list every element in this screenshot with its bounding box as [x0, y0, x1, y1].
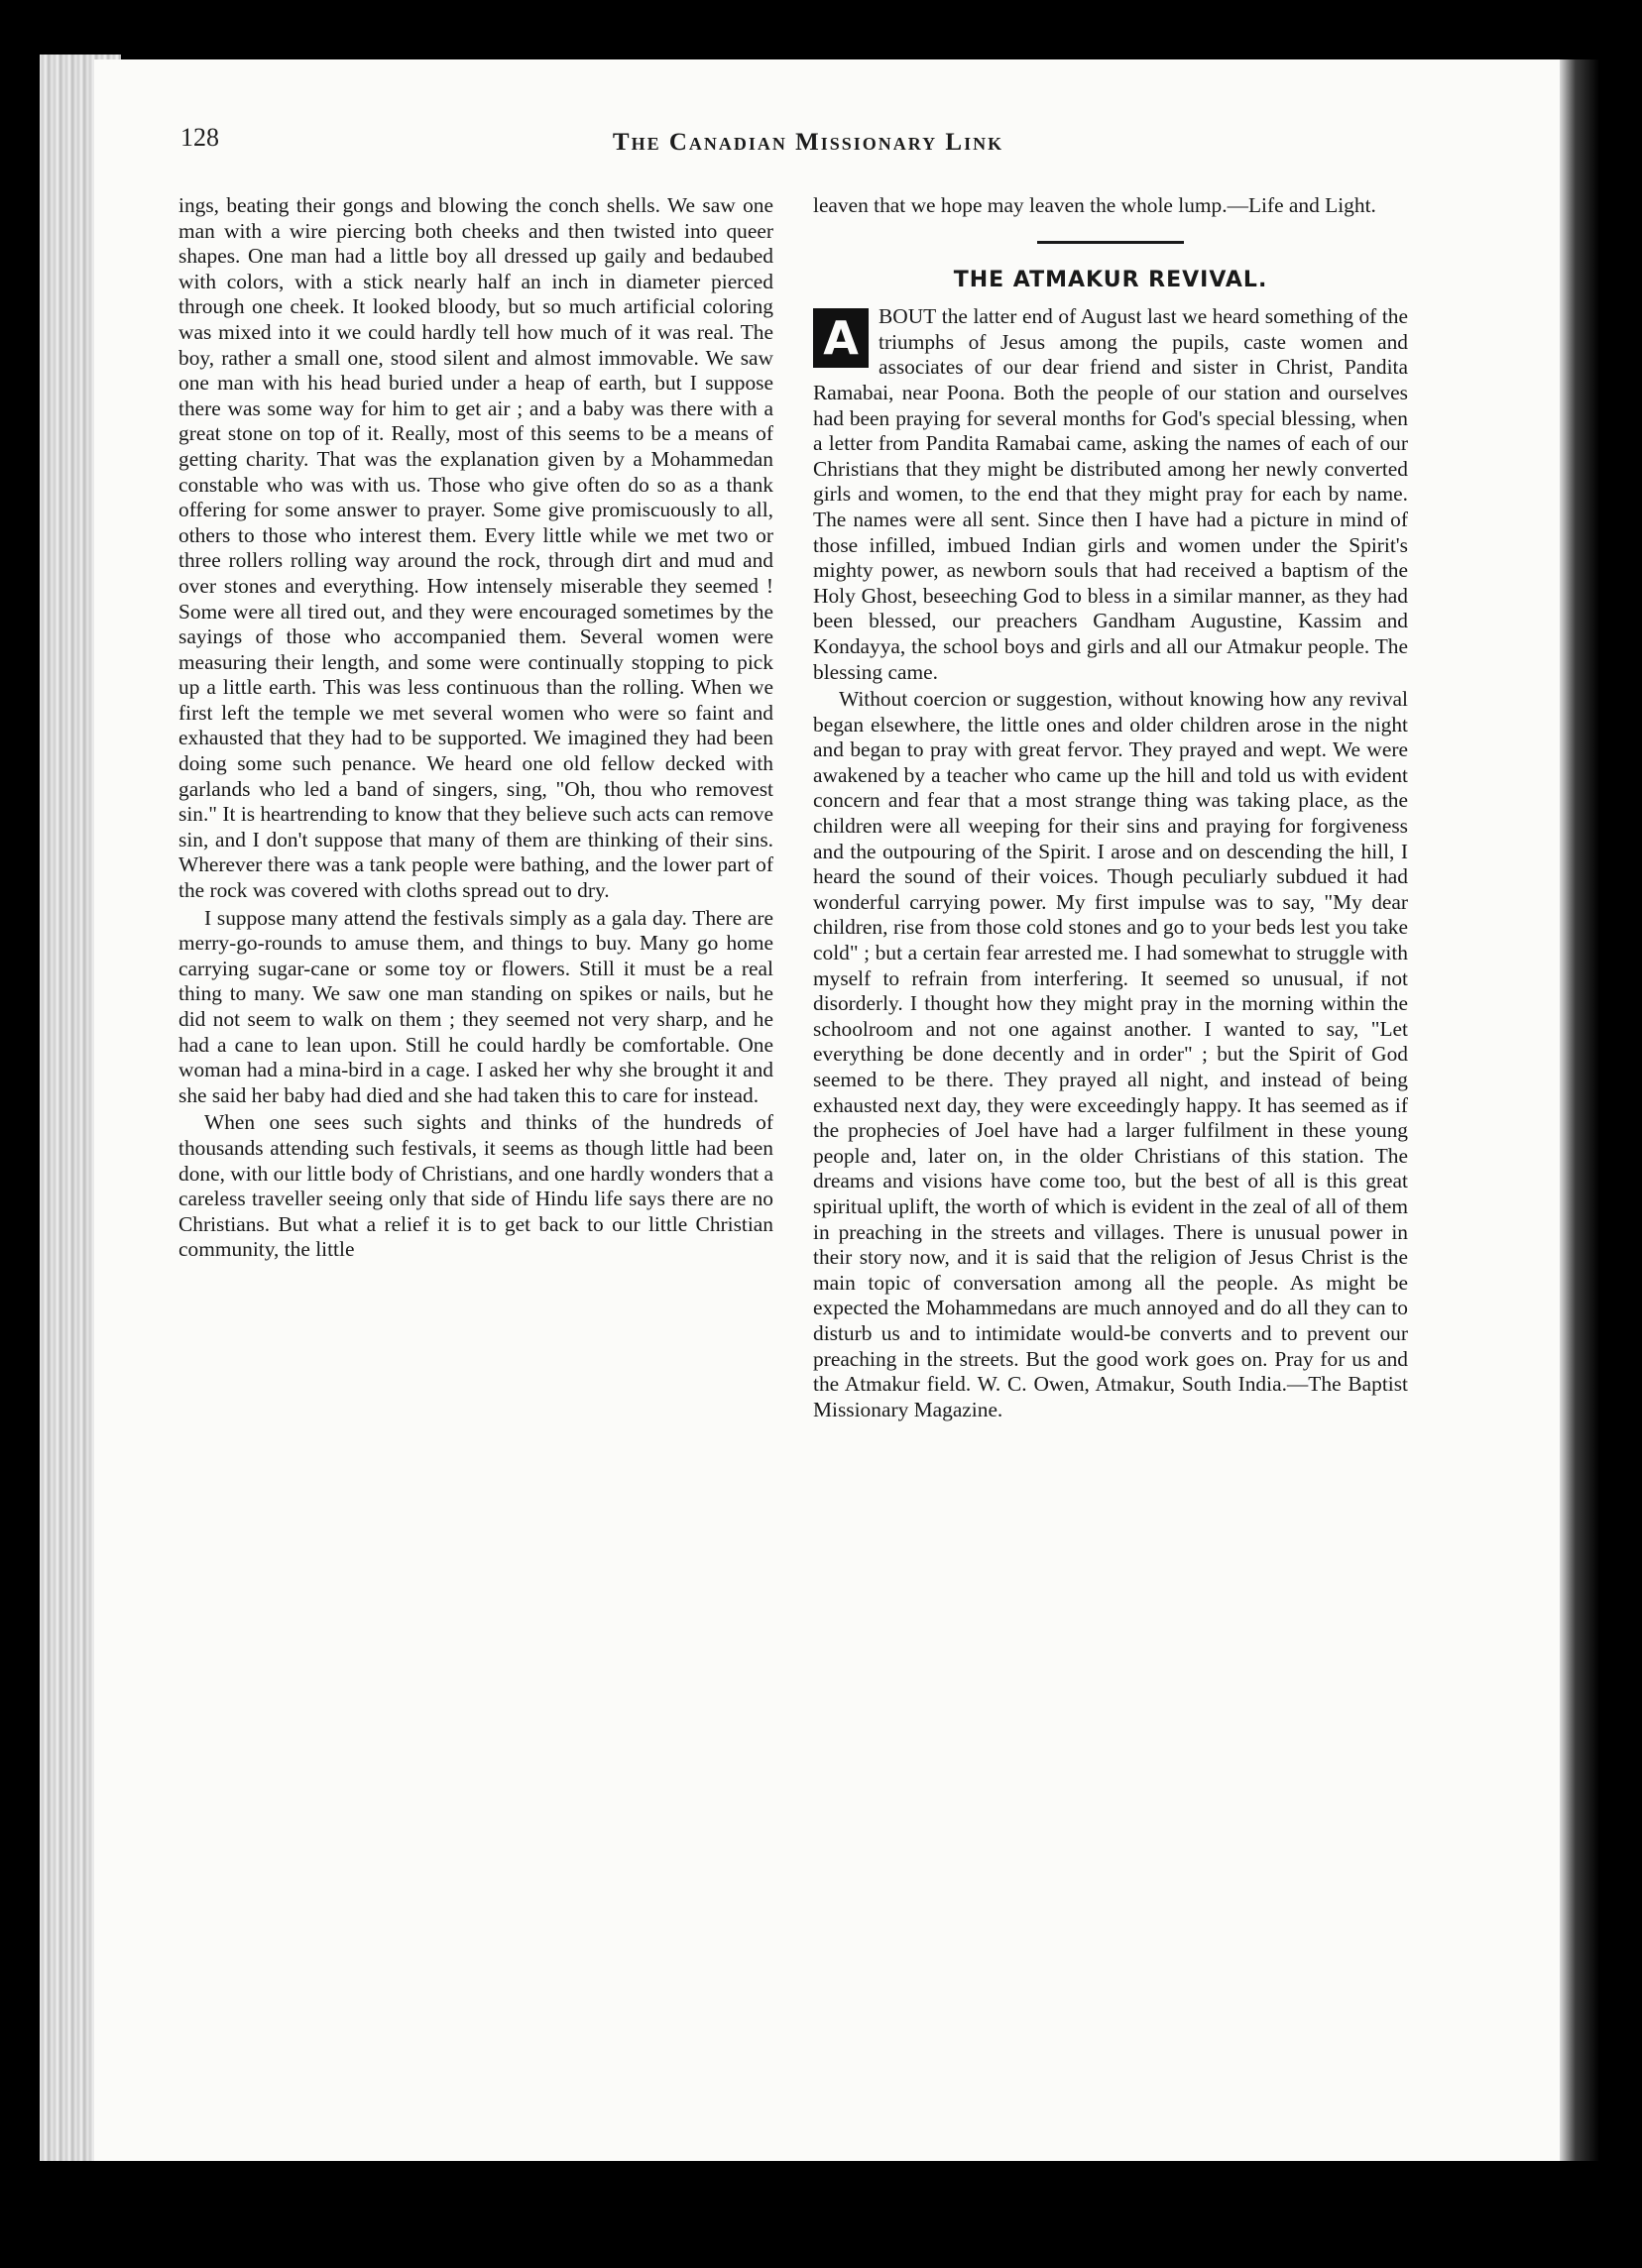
drop-cap: A [813, 308, 869, 368]
article-paragraph-2: Without coercion or suggestion, without knowing how any revival began elsewhere, the little ones and older children arose in the night and began to pray with great fervor. They prayed and wept. We were awakened by a teacher who came up the hill and told us with evident concern and fear that a most strange thing was taking place, as the children were all weeping for their sins and praying for forgiveness and the outpouring of the Spirit. I arose and on descending the hill, I heard the sound of their voices. Though peculiarly subdued it had wonderful carrying power. My first impulse was to say, "My dear children, rise from those cold stones and go to your beds lest you take cold" ; but a certain fear arrested me. I had somewhat to struggle with myself to refrain from interfering. It seemed so unusual, if not disorderly. I thought how they might pray in the morning within the schoolroom and not one against another. I wanted to say, "Let everything be done decently and in order" ; but the Spirit of God seemed to be there. They prayed all night, and instead of being exhausted next day, they were exceedingly happy. It has seemed as if the prophecies of Joel have had a larger fulfilment in these young people and, later on, in the older Christians of this station. The dreams and visions have come too, but the best of all is this great spiritual uplift, the worth of which is evident in the zeal of all of them in preaching in the streets and villages. There is unusual power in their story now, and it is said that the religion of Jesus Christ is the main topic of conversation among all the people. As might be expected the Mohammedans are much annoyed and do all they can to disturb us and to intimidate would-be converts and to prevent our preaching in the streets. But the good work goes on. Pray for us and the Atmakur field. W. C. Owen, Atmakur, South India.—The Baptist Missionary Magazine. [813, 687, 1408, 1421]
section-divider [1037, 241, 1184, 244]
page-number: 128 [180, 123, 219, 152]
article-paragraph-1-text: the latter end of August last we heard something of the triumphs of Jesus among the pupils, caste women and associates of our dear friend and sister in Christ, Pandita Ramabai, near Poona. Both the people of our station and ourselves had been praying for several months for God's special blessing, when a letter from Pandita Ramabai came, asking the names of each of our Christians that they might be distributed among her newly converted girls and women, to the end that they might pray for each by name. The names were all sent. Since then I have had a picture in mind of those infilled, imbued Indian girls and women under the Spirit's mighty power, as newborn souls that had received a baptism of the Holy Ghost, beseeching God to bless in a similar manner, as they had been blessed, our preachers Gandham Augustine, Kassim and Kondayya, the school boys and girls and all our Atmakur people. The blessing came. [813, 304, 1408, 684]
left-paragraph-1: ings, beating their gongs and blowing the conch shells. We saw one man with a wire piercing both cheeks and then twisted into queer shapes. One man had a little boy all dressed up gaily and bedaubed with colors, with a stick nearly half an inch in diameter pierced through one cheek. It looked bloody, but so much artificial coloring was mixed into it we could hardly tell how much of it was real. The boy, rather a small one, stood silent and almost immovable. We saw one man with his head buried under a heap of earth, but I suppose there was some way for him to get air ; and a baby was there with a great stone on top of it. Really, most of this seems to be a means of getting charity. That was the explanation given by a Mohammedan constable who was with us. Those who give often do so as a thank offering for some answer to prayer. Some give promiscuously to all, others to those who interest them. Every little while we met two or three rollers rolling way around the rock, through dirt and mud and over stones and everything. How intensely miserable they seemed ! Some were all tired out, and they were encouraged sometimes by the sayings of those who accompanied them. Several women were measuring their length, and some were continually stopping to pick up a little earth. This was less continuous than the rolling. When we first left the temple we met several women who were so faint and exhausted that they had to be supported. We imagined they had been doing some such penance. We heard one old fellow decked with garlands who led a band of singers, sing, "Oh, thou who removest sin." It is heartrending to know that they believe such acts can remove sin, and I don't suppose that many of them are thinking of their sins. Wherever there was a tank people were bathing, and the lower part of the rock was covered with cloths spread out to dry. [178, 193, 773, 903]
running-head: The Canadian Missionary Link [612, 129, 1004, 156]
left-paragraph-2: I suppose many attend the festivals simply as a gala day. There are merry-go-rounds to amuse them, and things to buy. Many go home carrying sugar-cane or some toy or flowers. Still it must be a real thing to many. We saw one man standing on spikes or nails, but he did not seem to walk on them ; they seemed not very sharp, and he had a cane to lean upon. Still he could hardly be comfortable. One woman had a mina-bird in a cage. I asked her why she brought it and she said her baby had died and she had taken this to care for instead. [178, 905, 773, 1107]
scan-bottom-border [0, 2161, 1642, 2268]
right-column [813, 193, 1408, 1422]
opening-word: BOUT [879, 304, 937, 329]
article-title: THE ATMAKUR REVIVAL. [953, 267, 1268, 292]
scan-page-shadow [1560, 59, 1599, 2161]
left-paragraph-3: When one sees such sights and thinks of the hundreds of thousands attending such festivals, it seems as though little had been done, with our little body of Christians, and one hardly wonders that a careless traveller seeing only that side of Hindu life says there are no Christians. But what a relief it is to get back to our little Christian community, the little [178, 1110, 774, 1262]
article-paragraph-1 [813, 304, 1408, 685]
left-column [178, 193, 773, 1263]
continuation-paragraph: leaven that we hope may leaven the whole lump.—Life and Light. [813, 193, 1376, 217]
